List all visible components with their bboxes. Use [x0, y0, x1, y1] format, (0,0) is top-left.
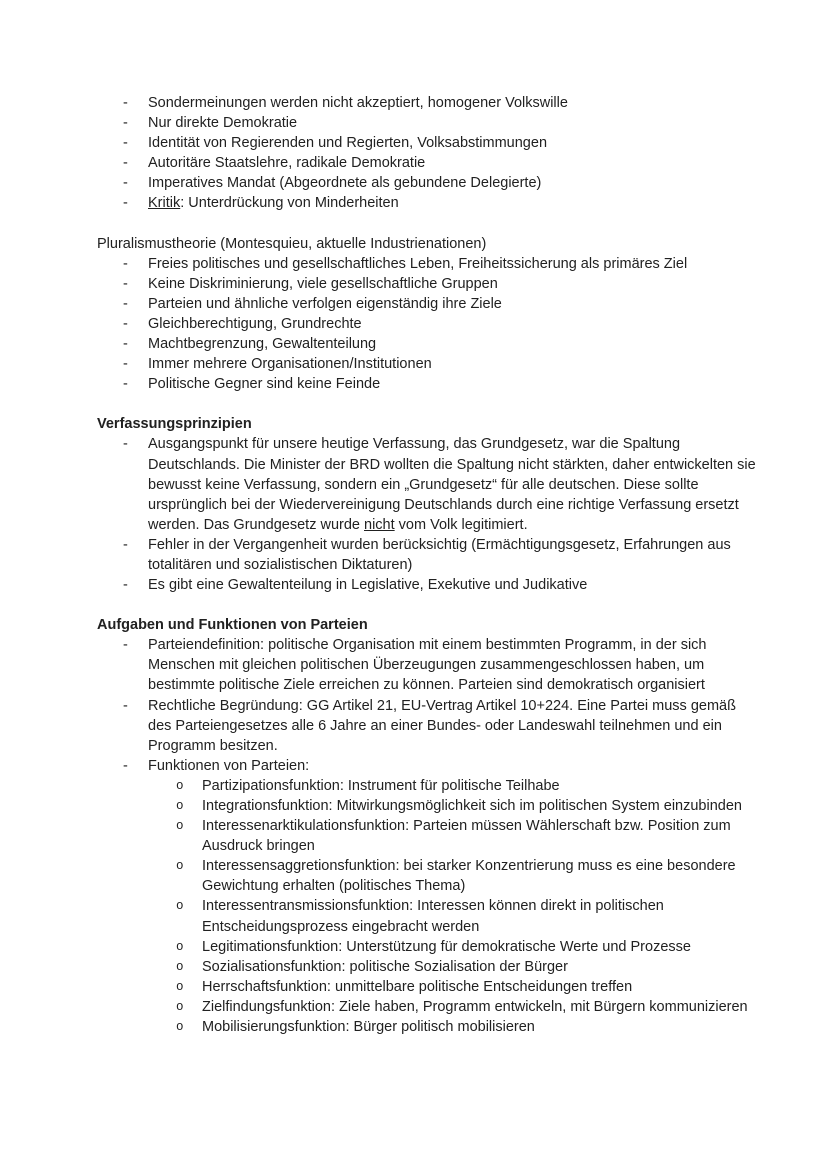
circle-bullet-icon: o	[176, 819, 184, 834]
list-item-text	[148, 756, 760, 776]
list-item	[123, 153, 760, 173]
text-segment: Zielfindungsfunktion: Ziele haben, Programm entwickeln, mit Bürgern kommunizieren	[202, 998, 748, 1015]
list-item-text	[202, 937, 760, 957]
list-item	[123, 575, 760, 595]
text-segment: Herrschaftsfunktion: unmittelbare politische Entscheidungen treffen	[202, 978, 633, 995]
text-segment: Parteiendefinition: politische Organisation mit einem bestimmten Programm, in der sich Menschen mit gleichen politischen Überzeugungen zusammengeschlossen haben, um bestimmte politische Ziele erreichen zu können. Parteien sind demokratisch organisiert	[148, 637, 707, 694]
list-item	[123, 173, 760, 193]
circle-bullet-icon: o	[176, 899, 184, 914]
text-segment: Rechtliche Begründung: GG Artikel 21, EU-Vertrag Artikel 10+224. Eine Partei muss gemäß des Parteiengesetzes alle 6 Jahre an einer Bundes- oder Landeswahl teilnehmen und ein Programm besitzen.	[148, 697, 736, 754]
text-segment: Interessentransmissionsfunktion: Interessen können direkt in politischen Entscheidungsprozess eingebracht werden	[202, 898, 664, 935]
list-item-text	[202, 776, 760, 796]
list-item	[123, 334, 760, 354]
underlined-text: nicht	[364, 516, 395, 533]
dash-bullet-icon: -	[123, 295, 128, 312]
dash-bullet-icon: -	[123, 577, 128, 594]
dash-bullet-icon: -	[123, 195, 128, 212]
list-item-text	[148, 314, 760, 334]
list-item	[123, 254, 760, 274]
sub-list-item	[176, 977, 760, 997]
circle-bullet-icon: o	[176, 778, 184, 793]
list-item	[123, 535, 760, 575]
list-item-text	[148, 635, 760, 695]
list-item	[123, 696, 760, 756]
list-item	[123, 374, 760, 394]
dash-bullet-icon: -	[123, 376, 128, 393]
sub-list-item	[176, 997, 760, 1017]
text-segment: Identität von Regierenden und Regierten, Volksabstimmungen	[148, 135, 548, 152]
notes-section	[97, 414, 760, 595]
text-segment: Fehler in der Vergangenheit wurden berücksichtig (Ermächtigungsgesetz, Erfahrungen aus totalitären und sozialistischen Diktaturen)	[148, 536, 731, 573]
document-content	[97, 93, 760, 1037]
circle-bullet-icon: o	[176, 959, 184, 974]
dash-bullet-icon: -	[123, 275, 128, 292]
list-item-text	[202, 816, 760, 856]
list-item	[123, 354, 760, 374]
list-item-text	[202, 977, 760, 997]
text-segment: Sozialisationsfunktion: politische Sozialisation der Bürger	[202, 958, 568, 975]
list-item-text	[202, 997, 760, 1017]
circle-bullet-icon: o	[176, 859, 184, 874]
list-item-text	[202, 1017, 760, 1037]
list-item	[123, 635, 760, 695]
text-segment: Interessenarktikulationsfunktion: Parteien müssen Wählerschaft bzw. Position zum Ausdruck bringen	[202, 818, 731, 855]
text-segment: Immer mehrere Organisationen/Institutionen	[148, 356, 432, 373]
notes-section	[97, 234, 760, 395]
dash-bullet-icon: -	[123, 175, 128, 192]
list-item-text	[148, 294, 760, 314]
text-segment: Interessensaggretionsfunktion: bei starker Konzentrierung muss es eine besondere Gewichtung erhalten (politisches Thema)	[202, 858, 736, 895]
list-item-text	[148, 133, 760, 153]
list-item	[123, 434, 760, 534]
sub-list-item	[176, 957, 760, 977]
dash-bullet-icon: -	[123, 315, 128, 332]
list-item-text	[202, 856, 760, 896]
sub-list-item	[176, 856, 760, 896]
list-item-text	[148, 193, 760, 213]
dash-bullet-icon: -	[123, 95, 128, 111]
circle-bullet-icon: o	[176, 1020, 184, 1035]
sub-list-item	[176, 1017, 760, 1037]
text-segment: Ausgangspunkt für unsere heutige Verfassung, das Grundgesetz, war die Spaltung Deutschlands. Die Minister der BRD wollten die Spaltung nicht stärkten, daher entwickelten sie bewusst keine Verfassung, sondern ein „Grundgesetz“ für alle deutschen. Diese sollte ursprünglich bei der Wiedervereinigung Deutschlands durch eine richtige Verfassung ersetzt werden. Das Grundgesetz wurde	[148, 436, 756, 533]
section-heading: Verfassungsprinzipien	[97, 416, 252, 433]
list-item-text	[148, 535, 760, 575]
text-segment: Partizipationsfunktion: Instrument für politische Teilhabe	[202, 777, 560, 794]
list-item-text	[202, 957, 760, 977]
text-segment: Funktionen von Parteien:	[148, 757, 310, 774]
underlined-text: Kritik	[148, 195, 181, 212]
list-item-text	[148, 354, 760, 374]
text-segment: vom Volk legitimiert.	[394, 516, 528, 533]
list-item-text	[148, 173, 760, 193]
text-segment: Legitimationsfunktion: Unterstützung für demokratische Werte und Prozesse	[202, 938, 691, 955]
list-item	[123, 314, 760, 334]
text-segment: Es gibt eine Gewaltenteilung in Legislative, Exekutive und Judikative	[148, 577, 588, 594]
text-segment: Nur direkte Demokratie	[148, 115, 298, 132]
dash-bullet-icon: -	[123, 255, 128, 272]
sub-list-item	[176, 937, 760, 957]
dash-bullet-icon: -	[123, 637, 128, 654]
text-segment: Autoritäre Staatslehre, radikale Demokratie	[148, 155, 426, 172]
list-item	[123, 193, 760, 213]
list-item-text	[148, 374, 760, 394]
sub-list-item	[176, 816, 760, 856]
text-segment: : Unterdrückung von Minderheiten	[180, 195, 399, 212]
list-item-text	[148, 153, 760, 173]
notes-section	[97, 615, 760, 1037]
text-segment: Parteien und ähnliche verfolgen eigenständig ihre Ziele	[148, 295, 502, 312]
notes-section	[97, 93, 760, 214]
list-item	[123, 133, 760, 153]
text-segment: Imperatives Mandat (Abgeordnete als gebundene Delegierte)	[148, 175, 542, 192]
text-segment: Mobilisierungsfunktion: Bürger politisch mobilisieren	[202, 1019, 535, 1036]
sub-list-item	[176, 776, 760, 796]
text-segment: Integrationsfunktion: Mitwirkungsmöglichkeit sich im politischen System einzubinden	[202, 798, 742, 814]
dash-bullet-icon: -	[123, 436, 128, 453]
dash-bullet-icon: -	[123, 697, 128, 714]
dash-bullet-icon: -	[123, 115, 128, 132]
circle-bullet-icon: o	[176, 799, 184, 813]
list-item-text	[148, 575, 760, 595]
list-item	[123, 93, 760, 113]
text-segment: Keine Diskriminierung, viele gesellschaftliche Gruppen	[148, 275, 498, 292]
list-item	[123, 113, 760, 133]
list-item-text	[148, 696, 760, 756]
dash-bullet-icon: -	[123, 155, 128, 172]
dash-bullet-icon: -	[123, 356, 128, 373]
text-segment: Politische Gegner sind keine Feinde	[148, 376, 381, 393]
list-item-text	[148, 434, 760, 534]
circle-bullet-icon: o	[176, 999, 184, 1014]
section-heading: Aufgaben und Funktionen von Parteien	[97, 617, 368, 634]
circle-bullet-icon: o	[176, 979, 184, 994]
text-segment: Freies politisches und gesellschaftliches Leben, Freiheitssicherung als primäres Ziel	[148, 255, 688, 272]
dash-bullet-icon: -	[123, 135, 128, 152]
list-item-text	[148, 334, 760, 354]
sub-list-item	[176, 796, 760, 816]
text-segment: Sondermeinungen werden nicht akzeptiert, homogener Volkswille	[148, 95, 568, 111]
sub-list-item	[176, 896, 760, 936]
text-segment: Machtbegrenzung, Gewaltenteilung	[148, 336, 377, 353]
text-segment: Gleichberechtigung, Grundrechte	[148, 315, 362, 332]
list-item-text	[202, 796, 760, 816]
list-item-text	[148, 93, 760, 113]
list-item-text	[148, 113, 760, 133]
dash-bullet-icon: -	[123, 757, 128, 774]
circle-bullet-icon: o	[176, 939, 184, 954]
dash-bullet-icon: -	[123, 336, 128, 353]
dash-bullet-icon: -	[123, 536, 128, 553]
list-item	[123, 274, 760, 294]
list-item	[123, 756, 760, 776]
section-heading: Pluralismustheorie (Montesquieu, aktuelle Industrienationen)	[97, 235, 487, 252]
list-item	[123, 294, 760, 314]
list-item-text	[148, 274, 760, 294]
list-item-text	[148, 254, 760, 274]
list-item-text	[202, 896, 760, 936]
